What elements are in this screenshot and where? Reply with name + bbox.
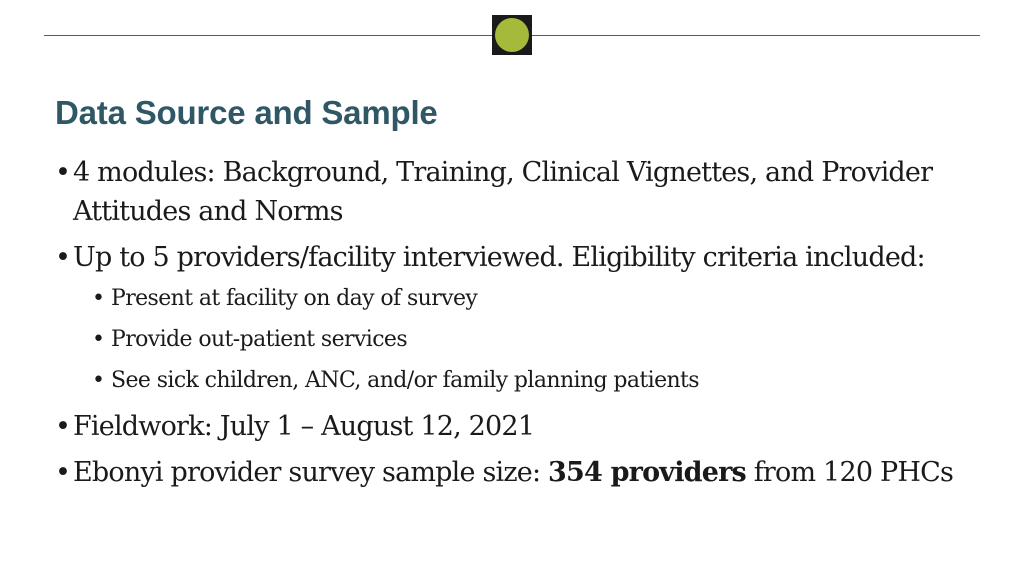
bullet-sample-size <box>55 453 975 492</box>
sample-size-prefix: Ebonyi provider survey sample size: <box>73 457 549 488</box>
sub-bullet-criterion: • See sick children, ANC, and/or family planning patients <box>55 365 975 397</box>
bullet-fieldwork: • Fieldwork: July 1 – August 12, 2021 <box>55 407 975 446</box>
slide-title: Data Source and Sample <box>55 94 438 131</box>
sample-size-emphasis: 354 providers <box>548 457 746 488</box>
bullet-list <box>55 153 975 499</box>
sub-bullet-criterion: • Provide out-patient services <box>55 324 975 356</box>
green-circle-icon <box>495 18 529 52</box>
sample-size-suffix: from 120 PHCs <box>745 457 954 488</box>
header-badge <box>492 15 532 55</box>
bullet-modules: • 4 modules: Background, Training, Clinical Vignettes, and Provider Attitudes and Norms <box>55 153 975 231</box>
bullet-providers: • Up to 5 providers/facility interviewed. Eligibility criteria included: <box>55 238 975 277</box>
sub-bullet-criterion: • Present at facility on day of survey <box>55 283 975 315</box>
